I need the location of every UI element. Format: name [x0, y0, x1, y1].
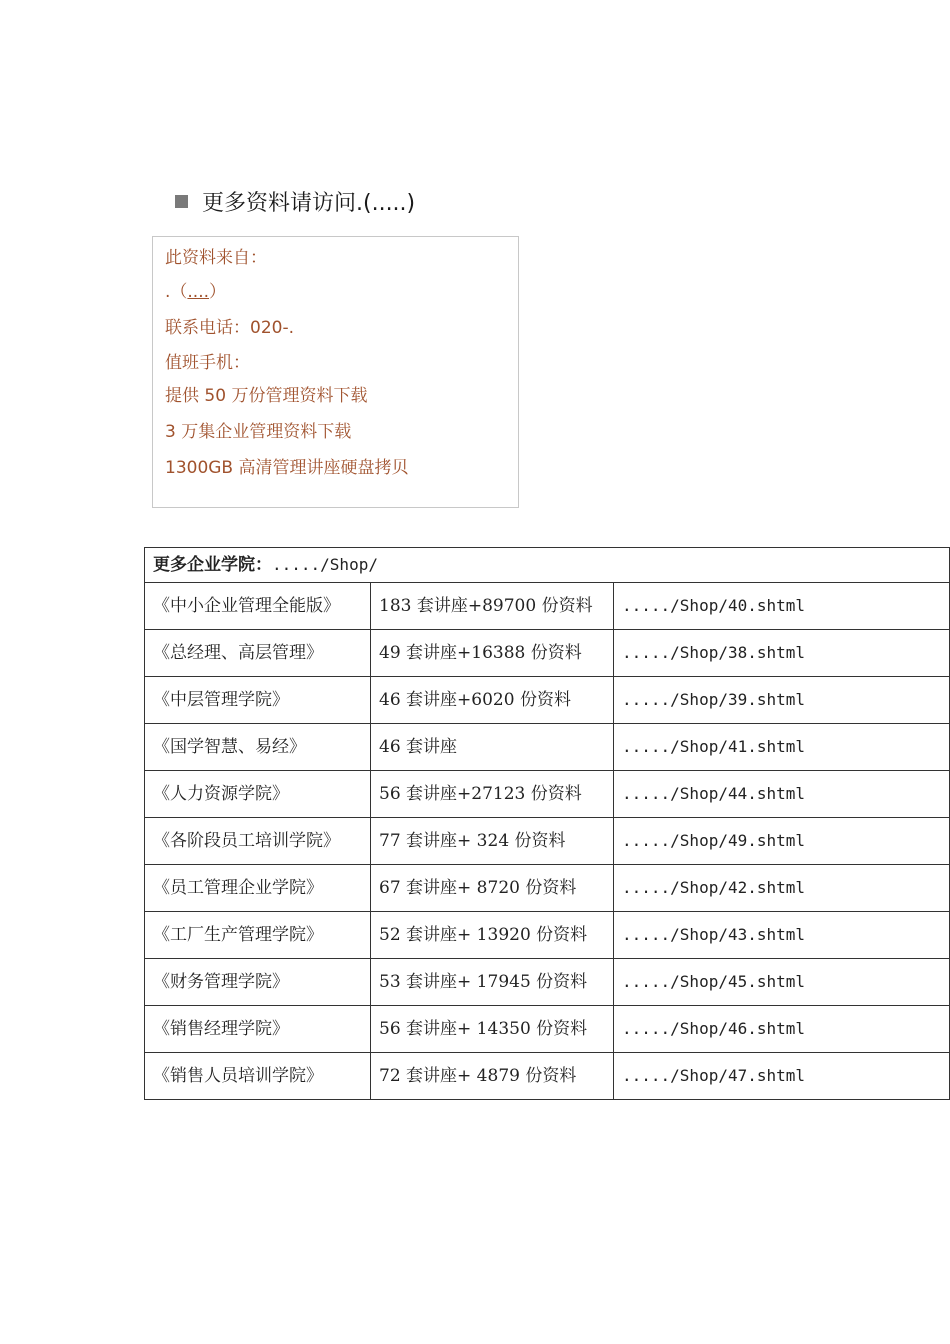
course-table	[144, 547, 950, 1100]
course-url-cell[interactable]: ...../Shop/45.shtml	[614, 959, 950, 1006]
course-name-cell: 《各阶段员工培训学院》	[145, 818, 371, 865]
source-info-box	[152, 236, 519, 508]
offer-line-2: 3 万集企业管理资料下载	[165, 422, 352, 442]
table-row	[145, 1053, 950, 1100]
course-content-cell: 183 套讲座+89700 份资料	[371, 583, 614, 630]
source-label: 此资料来自：	[165, 248, 267, 268]
course-content-cell: 52 套讲座+ 13920 份资料	[371, 912, 614, 959]
table-header-url[interactable]: ...../Shop/	[272, 555, 378, 574]
course-name-cell: 《销售人员培训学院》	[145, 1053, 371, 1100]
course-url-cell[interactable]: ...../Shop/47.shtml	[614, 1053, 950, 1100]
course-content-cell: 49 套讲座+16388 份资料	[371, 630, 614, 677]
square-bullet-icon	[175, 195, 188, 208]
course-content-cell: 56 套讲座+27123 份资料	[371, 771, 614, 818]
course-name-cell: 《销售经理学院》	[145, 1006, 371, 1053]
course-name-cell: 《财务管理学院》	[145, 959, 371, 1006]
course-content-cell: 46 套讲座	[371, 724, 614, 771]
table-row	[145, 1006, 950, 1053]
source-link-suffix: ）	[209, 282, 227, 302]
course-content-cell: 53 套讲座+ 17945 份资料	[371, 959, 614, 1006]
table-row	[145, 677, 950, 724]
course-content-cell: 56 套讲座+ 14350 份资料	[371, 1006, 614, 1053]
source-link-prefix: .（	[165, 282, 188, 302]
course-url-cell[interactable]: ...../Shop/41.shtml	[614, 724, 950, 771]
source-link-line	[165, 277, 226, 302]
course-url-cell[interactable]: ...../Shop/40.shtml	[614, 583, 950, 630]
course-name-cell: 《中层管理学院》	[145, 677, 371, 724]
course-url-cell[interactable]: ...../Shop/43.shtml	[614, 912, 950, 959]
table-row	[145, 724, 950, 771]
table-row	[145, 630, 950, 677]
offer-line-3: 1300GB 高清管理讲座硬盘拷贝	[165, 458, 409, 478]
course-content-cell: 77 套讲座+ 324 份资料	[371, 818, 614, 865]
table-header-label: 更多企业学院：	[153, 555, 272, 575]
course-url-cell[interactable]: ...../Shop/38.shtml	[614, 630, 950, 677]
table-row	[145, 583, 950, 630]
course-name-cell: 《国学智慧、易经》	[145, 724, 371, 771]
course-name-cell: 《工厂生产管理学院》	[145, 912, 371, 959]
source-link[interactable]: ....	[187, 282, 210, 302]
table-row	[145, 818, 950, 865]
course-name-cell: 《中小企业管理全能版》	[145, 583, 371, 630]
contact-phone: 联系电话：020-.	[165, 318, 294, 338]
course-url-cell[interactable]: ...../Shop/39.shtml	[614, 677, 950, 724]
table-row	[145, 865, 950, 912]
course-name-cell: 《员工管理企业学院》	[145, 865, 371, 912]
course-url-cell[interactable]: ...../Shop/42.shtml	[614, 865, 950, 912]
course-content-cell: 46 套讲座+6020 份资料	[371, 677, 614, 724]
table-header-cell	[145, 548, 950, 583]
course-content-cell: 72 套讲座+ 4879 份资料	[371, 1053, 614, 1100]
course-url-cell[interactable]: ...../Shop/49.shtml	[614, 818, 950, 865]
duty-mobile: 值班手机：	[165, 353, 250, 373]
table-row	[145, 912, 950, 959]
table-row	[145, 771, 950, 818]
course-name-cell: 《总经理、高层管理》	[145, 630, 371, 677]
course-url-cell[interactable]: ...../Shop/44.shtml	[614, 771, 950, 818]
offer-line-1: 提供 50 万份管理资料下载	[165, 386, 368, 406]
table-header-row	[145, 548, 950, 583]
page-heading	[175, 183, 415, 219]
heading-text: 更多资料请访问.(.....)	[202, 190, 416, 216]
course-name-cell: 《人力资源学院》	[145, 771, 371, 818]
table-row	[145, 959, 950, 1006]
course-url-cell[interactable]: ...../Shop/46.shtml	[614, 1006, 950, 1053]
course-content-cell: 67 套讲座+ 8720 份资料	[371, 865, 614, 912]
